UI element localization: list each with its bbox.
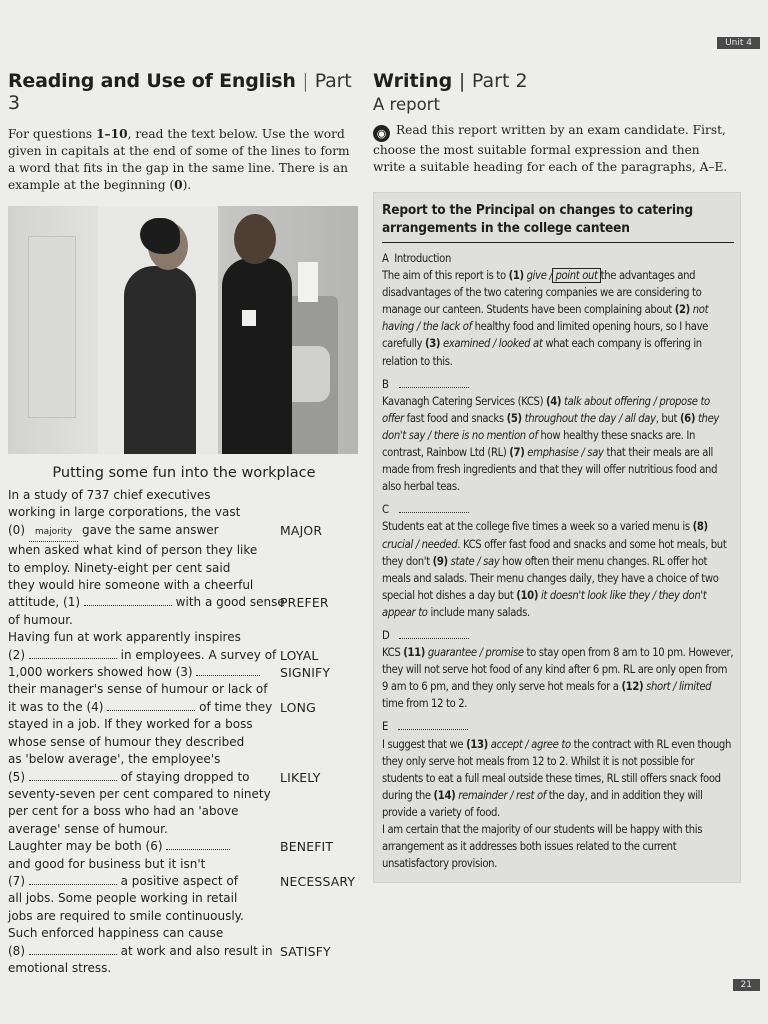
stem-word: MAJOR [280,522,323,538]
gap-5[interactable] [29,769,117,781]
writing-heading-text: Writing [373,70,453,92]
reading-instructions: For questions 1–10, read the text below. Use the word given in capitals at the end of some of the lines to form a word that fits in the gap in the same line. There is an example at the beginning (0). [8,127,350,192]
stem-word: LOYAL [280,647,319,663]
section-b: B Kavanagh Catering Services (KCS) (4) talk about offering / propose to offer fast food and snacks (5) throughout the day / all day, but (6) they don't say / there is no mention of how healthy these snacks are. In contrast, Rainbow Ltd (RL) (7) emphasise / say that their meals are all made from fresh ingredients and that they will offer nutritious food and also herbal teas. [382,377,720,494]
heading-gap-d[interactable] [399,628,469,639]
gap-fill-text: In a study of 737 chief executives working in large corporations, the vast (0) majority gave the same answer MAJOR when asked what kind of person they like to employ. Ninety-eight per cent said they would hire someone with a cheerful attitude, (1) with a good sense PREFER of humour. Having fun at work apparently inspires (2) in employees. A survey of LOYAL 1,000 workers showed how (3) SIGNIFY their manager's sense of humour or lack of it was to the (4) of time they LONG stayed in a job. If they worked for a boss whose sense of humour they described as 'below average', the employee's (5) of staying dropped to LIKELY seventy-seven per cent compared to ninety per cent for a boss who had an 'above average' sense of humour. Laughter may be both (6) BENEFIT and good for business but it isn't (7) a positive aspect of NECESSARY all jobs. Some people working in retail jobs are required to smile continuously. Such enforced happiness can cause (8) at work and also result in SATISFY emotional stress. [8,487,360,977]
stem-word: NECESSARY [280,873,356,889]
stem-word: LIKELY [280,769,321,785]
reading-heading-text: Reading and Use of English [8,70,296,92]
gap-1[interactable] [84,594,172,606]
report-title: Report to the Principal on changes to catering arrangements in the college canteen [382,201,734,243]
office-photo [8,206,358,454]
article-title: Putting some fun into the workplace [52,465,316,481]
unit-badge: Unit 4 [717,37,760,49]
page-number: 21 [733,979,760,991]
heading-separator: | [302,70,309,92]
section-a: A Introduction The aim of this report is to (1) give / point out the advantages and disadvantages of the two catering companies we are considering to manage our canteen. Students have been complaining about (2) not having / the lack of healthy food and limited opening hours, so I have carefully (3) examined / looked at what each company is offering in relation to this. [382,252,709,368]
section-d: D KCS (11) guarantee / promise to stay open from 8 am to 10 pm. However, they will not serve hot food of any kind after 6 pm. RL are only open from 9 am to 6 pm, and they only serve hot meals for a (12) short / limited time from 12 to 2. [382,628,734,711]
gap-3[interactable] [196,664,260,676]
woman-right [222,258,292,454]
writing-heading [373,70,733,92]
stem-word: PREFER [280,595,329,611]
reading-heading [8,70,360,114]
gap-6[interactable] [166,838,230,850]
writing-section [373,70,733,883]
gap-7[interactable] [29,873,117,885]
heading-gap-e[interactable] [398,719,468,730]
writing-heading-part: Part 2 [471,70,528,92]
gap-4[interactable] [107,699,195,711]
writing-subtitle: A report [373,95,440,114]
section-e: E I suggest that we (13) accept / agree to the contract with RL even though they only serve hot meals from 12 to 2. Whilst it is not possible for students to eat a full meal outside these times, RL still offers snack food during the (14) remainder / rest of the day, and in addition they will provide a variety of food. I am certain that the majority of our students will be happy with this arrangement as it addresses both issues related to the current unsatisfactory provision. [382,720,731,871]
writing-instructions: ◉ Read this report written by an exam candidate. First, choose the most suitable formal expression and then write a suitable heading for each of the paragraphs, A–E. [373,123,728,174]
stem-word: BENEFIT [280,839,334,855]
reading-heading-part: Part 3 [8,70,352,114]
stem-word: SIGNIFY [280,665,331,681]
section-a-heading: Introduction [394,252,451,265]
gap-8[interactable] [29,943,117,955]
section-c: C Students eat at the college five times a week so a varied menu is (8) crucial / needed. KCS offer fast food and snacks and some hot meals, but they don't (9) state / say how often their menu changes. RL offer hot meals and salads. Their menu changes daily, they have a choice of two special hot dishes a day but (10) it doesn't look like they / they don't appear to include many salads. [382,503,727,619]
stem-word: SATISFY [280,943,331,959]
reading-section [8,70,360,977]
woman-left [124,266,196,454]
report-box [373,192,741,883]
heading-gap-b[interactable] [399,377,469,388]
cd-audio-icon[interactable]: ◉ [373,125,390,142]
example-answer: majority [29,524,78,542]
heading-gap-c[interactable] [399,502,469,513]
gap-2[interactable] [29,647,117,659]
selected-option: point out [552,268,600,283]
stem-word: LONG [280,699,316,715]
heading-separator: | [458,70,466,92]
